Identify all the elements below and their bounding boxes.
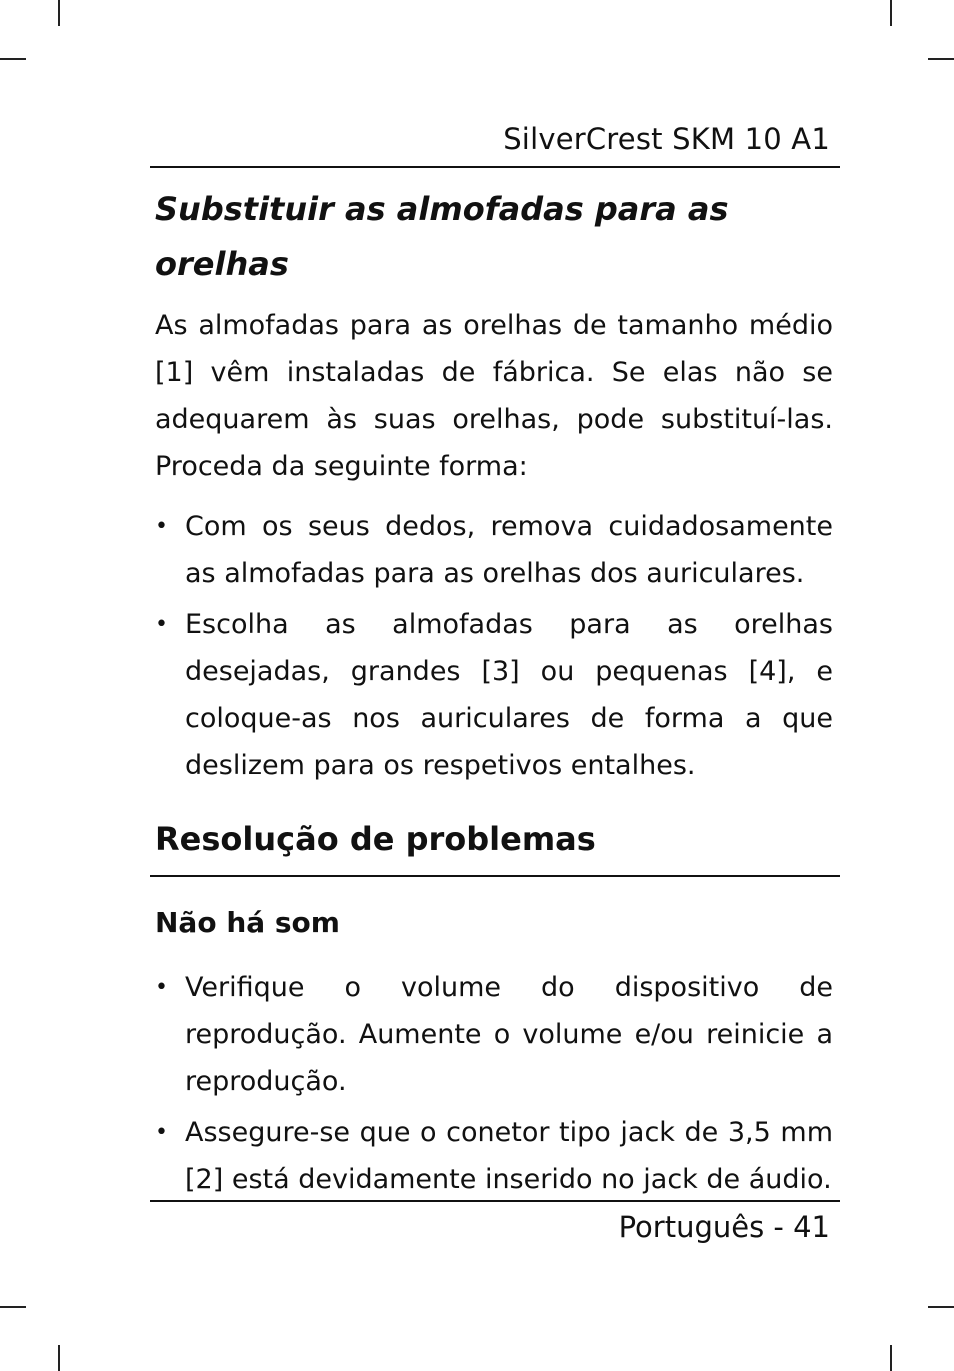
crop-mark [890,1345,892,1371]
crop-mark [58,0,60,26]
crop-mark [58,1345,60,1371]
header-product: SilverCrest SKM 10 A1 [503,122,830,156]
crop-mark [928,58,954,60]
bullet-icon: • [155,1120,168,1145]
no-sound-steps [155,964,833,1203]
bullet-icon: • [155,514,168,539]
section-title-ear-cushions: Substituir as almofadas para as orelhas [155,190,729,283]
list-item-text: Verifique o volume do dispositivo de reprodução. Aumente o volume e/ou reinicie a reprodução. [185,972,833,1097]
page-number: Português - 41 [618,1210,830,1244]
list-item [155,964,833,1105]
list-item [155,601,833,789]
crop-mark [0,1306,26,1308]
list-item-text: Com os seus dedos, remova cuidadosamente as almofadas para as orelhas dos auriculares. [185,511,833,589]
footer-rule [150,1200,840,1202]
crop-mark [928,1306,954,1308]
crop-mark [0,58,26,60]
intro-paragraph: As almofadas para as orelhas de tamanho médio [1] vêm instaladas de fábrica. Se elas não se adequarem às suas orelhas, pode substituí-las. Proceda da seguinte forma: [155,310,833,482]
crop-mark [890,0,892,26]
list-item-text: Assegure-se que o conetor tipo jack de 3,5 mm [2] está devidamente inserido no jack de áudio. [185,1117,833,1195]
list-item-text: Escolha as almofadas para as orelhas desejadas, grandes [3] ou pequenas [4], e coloque-as nos auriculares de forma a que deslizem para os respetivos entalhes. [185,609,833,781]
section-title-troubleshooting: Resolução de problemas [155,820,596,858]
list-item [155,503,833,597]
ear-cushion-steps [155,503,833,789]
list-item [155,1109,833,1203]
bullet-icon: • [155,612,168,637]
bullet-icon: • [155,975,168,1000]
section-rule [150,875,840,877]
subsection-title-no-sound: Não há som [155,906,340,939]
header-rule [150,166,840,168]
